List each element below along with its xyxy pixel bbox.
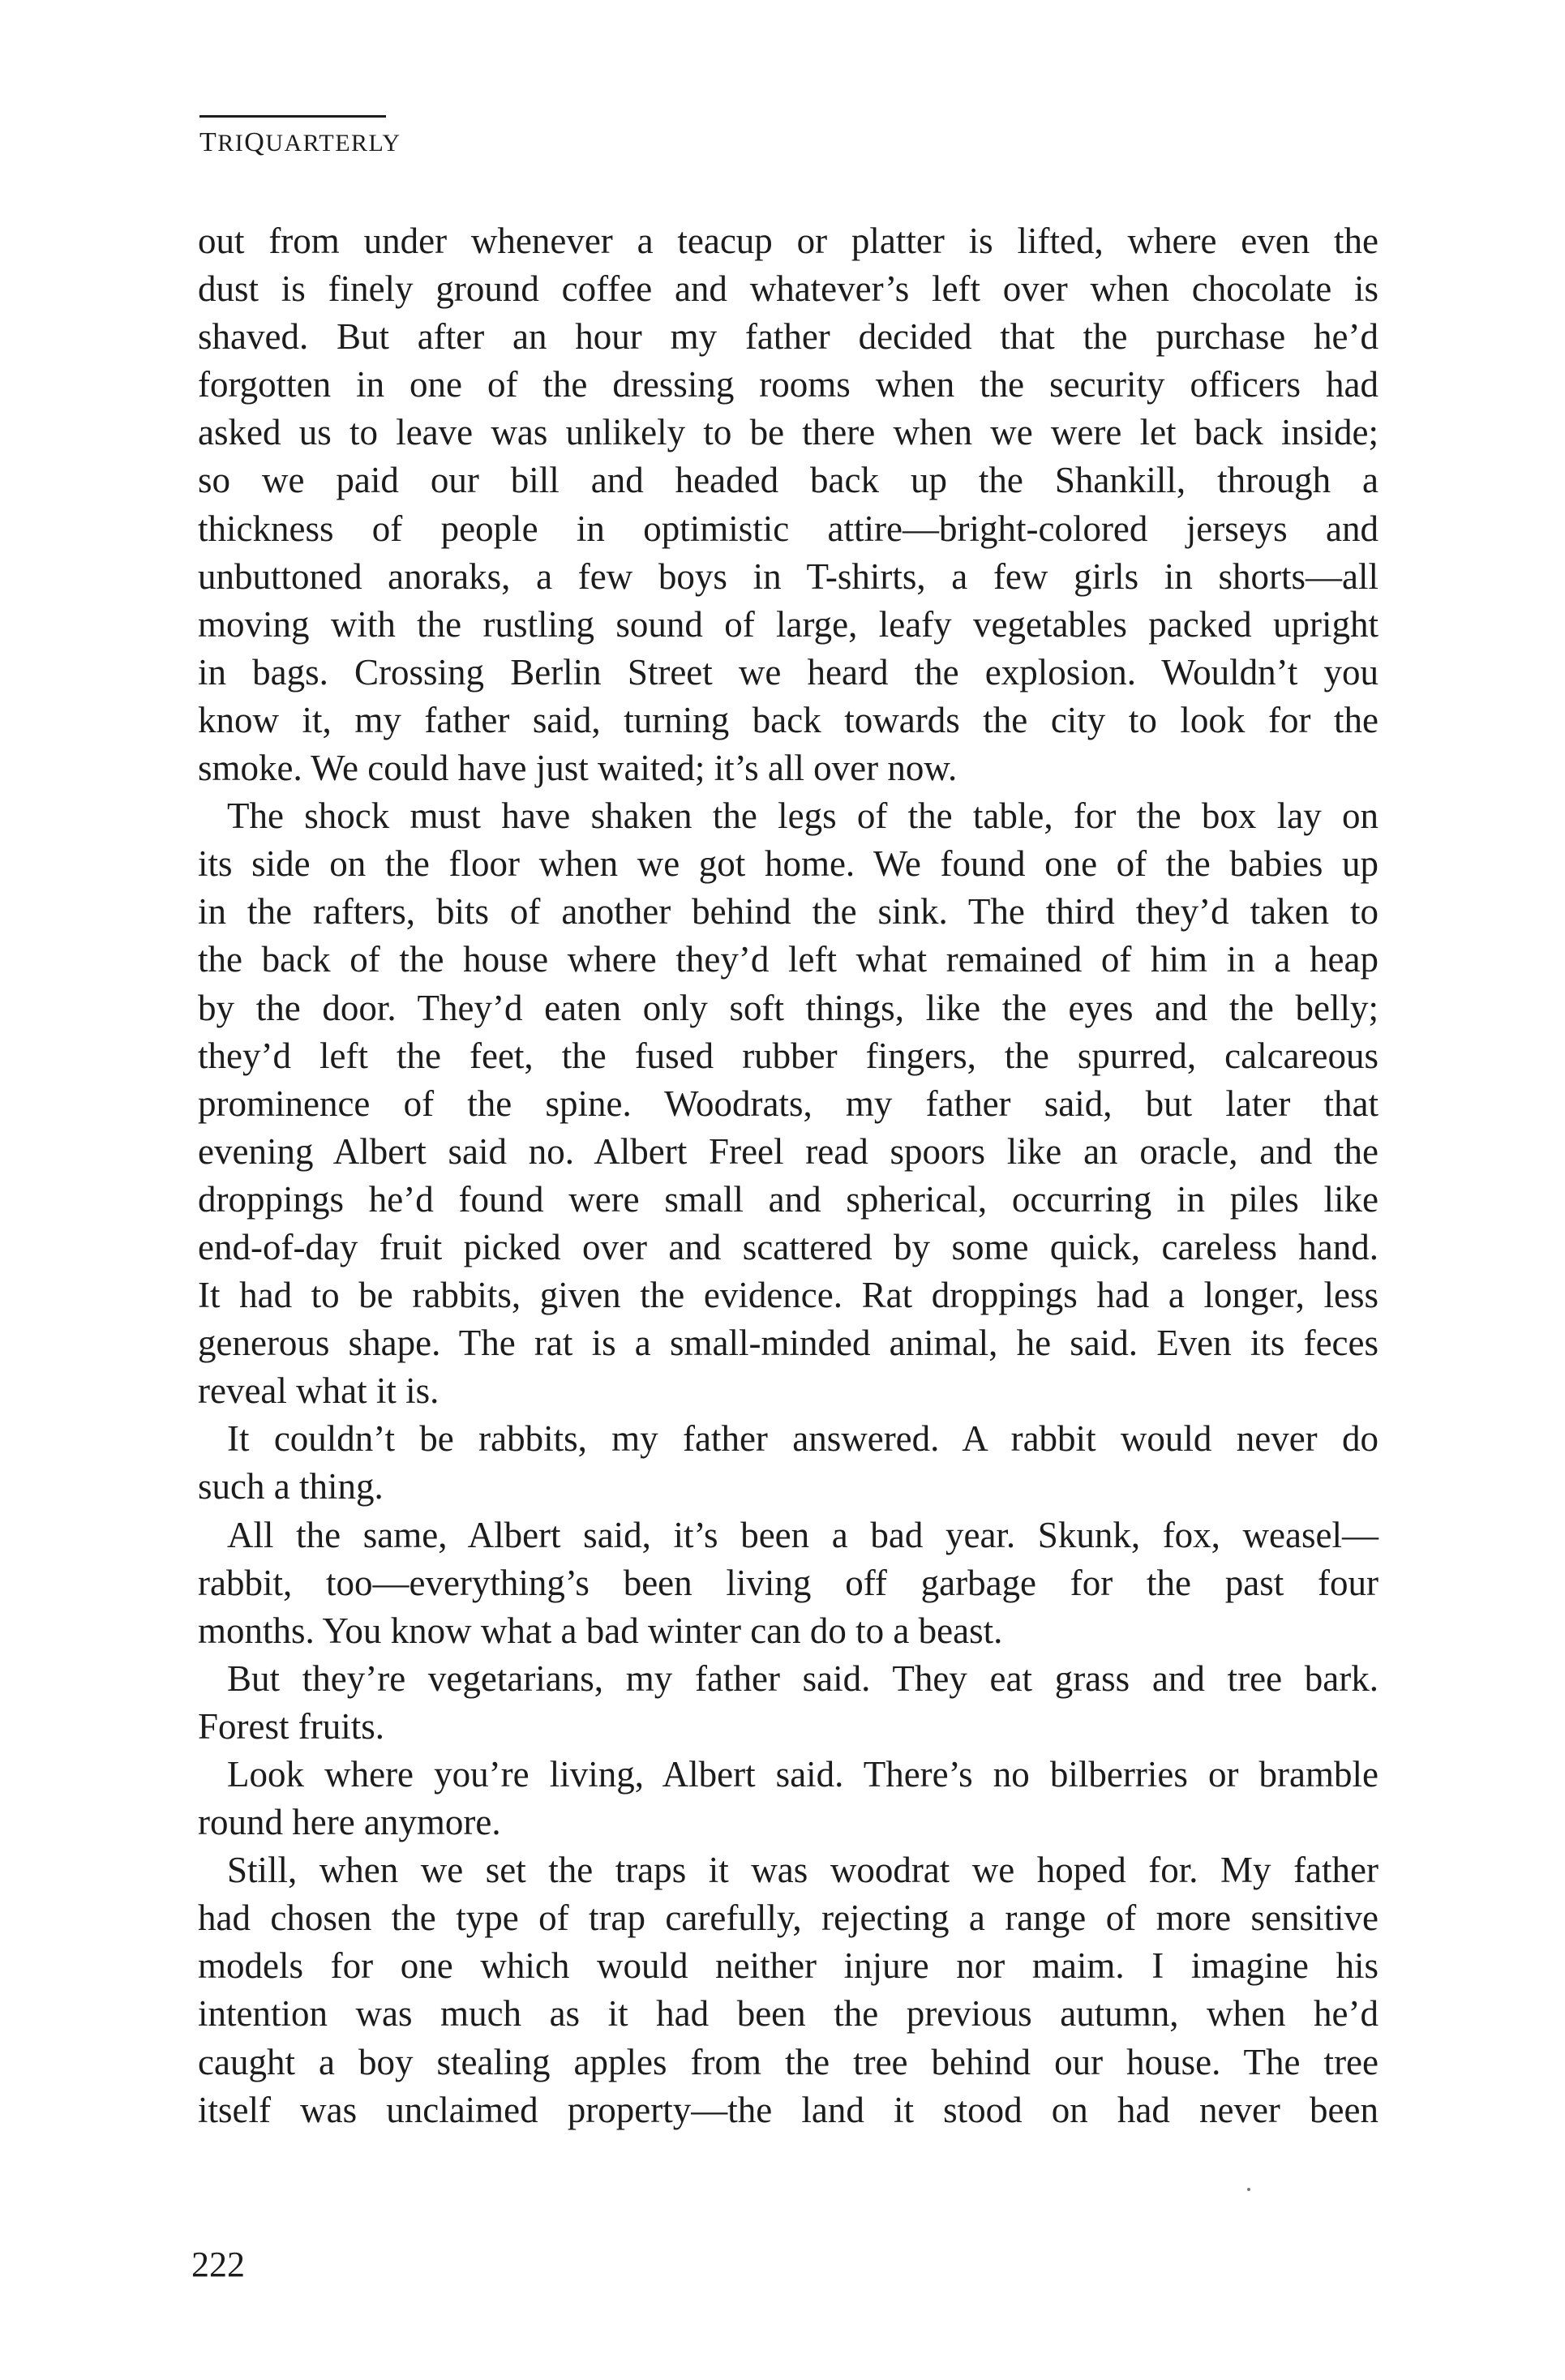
- text-line: smoke. We could have just waited; it’s all over now.: [198, 748, 958, 789]
- running-head-initial-q: Q: [244, 127, 266, 157]
- running-head-uarterly: UARTERLY: [265, 130, 401, 157]
- body-text: [198, 217, 1378, 2134]
- text-line: caught a boy stealing apples from the tree behind our house. The tree: [198, 2041, 1378, 2082]
- text-line: its side on the floor when we got home. We found one of the babies up: [198, 843, 1378, 885]
- text-line: had chosen the type of trap carefully, rejecting a range of more sensitive: [198, 1898, 1378, 1939]
- text-line: round here anymore.: [198, 1802, 501, 1843]
- text-line: itself was unclaimed property—the land it stood on had never been: [198, 2089, 1378, 2130]
- text-line: in the rafters, bits of another behind the sink. The third they’d taken to: [198, 891, 1378, 933]
- text-line: rabbit, too—everything’s been living off garbage for the past four: [198, 1562, 1378, 1603]
- text-line: so we paid our bill and headed back up the Shankill, through a: [198, 460, 1378, 501]
- text-line: by the door. They’d eaten only soft things, like the eyes and the belly;: [198, 987, 1378, 1028]
- text-line: Look where you’re living, Albert said. There’s no bilberries or bramble: [227, 1754, 1378, 1795]
- text-line: The shock must have shaken the legs of the table, for the box lay on: [227, 795, 1378, 837]
- text-line: months. You know what a bad winter can do to a beast.: [198, 1610, 1003, 1651]
- text-line: evening Albert said no. Albert Freel read spoors like an oracle, and the: [198, 1130, 1378, 1172]
- text-line: reveal what it is.: [198, 1370, 439, 1412]
- text-line: Still, when we set the traps it was woodrat we hoped for. My father: [227, 1850, 1378, 1891]
- running-head-initial-t: T: [199, 127, 218, 157]
- running-head-ri: RI: [217, 130, 245, 157]
- text-line: the back of the house where they’d left what remained of him in a heap: [198, 939, 1378, 980]
- paper-speck: [1247, 2188, 1250, 2191]
- text-line: asked us to leave was unlikely to be there when we were let back inside;: [198, 412, 1378, 453]
- text-line: generous shape. The rat is a small-minded animal, he said. Even its feces: [198, 1323, 1378, 1364]
- text-line: out from under whenever a teacup or platter is lifted, where even the: [198, 221, 1378, 261]
- text-line: models for one which would neither injure nor maim. I imagine his: [198, 1945, 1378, 1987]
- text-line: droppings he’d found were small and spherical, occurring in piles like: [198, 1178, 1378, 1220]
- text-line: It had to be rabbits, given the evidence. Rat droppings had a longer, less: [198, 1275, 1378, 1316]
- text-line: shaved. But after an hour my father decided that the purchase he’d: [198, 316, 1378, 358]
- text-line: intention was much as it had been the previous autumn, when he’d: [198, 1993, 1378, 2035]
- text-line: But they’re vegetarians, my father said. They eat grass and tree bark.: [227, 1657, 1378, 1699]
- text-line: Forest fruits.: [198, 1705, 384, 1747]
- running-head: [199, 115, 401, 157]
- text-line: know it, my father said, turning back towards the city to look for the: [198, 699, 1378, 740]
- text-line: thickness of people in optimistic attire—bright-colored jerseys and: [198, 508, 1378, 549]
- text-line: dust is finely ground coffee and whatever’s left over when chocolate is: [198, 268, 1378, 310]
- text-line: moving with the rustling sound of large, leafy vegetables packed upright: [198, 603, 1378, 645]
- text-line: they’d left the feet, the fused rubber fingers, the spurred, calcareous: [198, 1035, 1378, 1076]
- text-line: in bags. Crossing Berlin Street we heard the explosion. Wouldn’t you: [198, 651, 1378, 693]
- text-line: unbuttoned anoraks, a few boys in T-shirts, a few girls in shorts—all: [198, 555, 1378, 597]
- text-line: end-of-day fruit picked over and scattered by some quick, careless hand.: [198, 1226, 1378, 1267]
- text-line: such a thing.: [198, 1466, 384, 1507]
- text-line: It couldn’t be rabbits, my father answered. A rabbit would never do: [227, 1418, 1378, 1460]
- text-line: forgotten in one of the dressing rooms when the security officers had: [198, 364, 1378, 405]
- text-line: All the same, Albert said, it’s been a bad year. Skunk, fox, weasel—: [227, 1514, 1378, 1555]
- text-line: prominence of the spine. Woodrats, my father said, but later that: [198, 1083, 1378, 1124]
- page-number: 222: [191, 2245, 245, 2284]
